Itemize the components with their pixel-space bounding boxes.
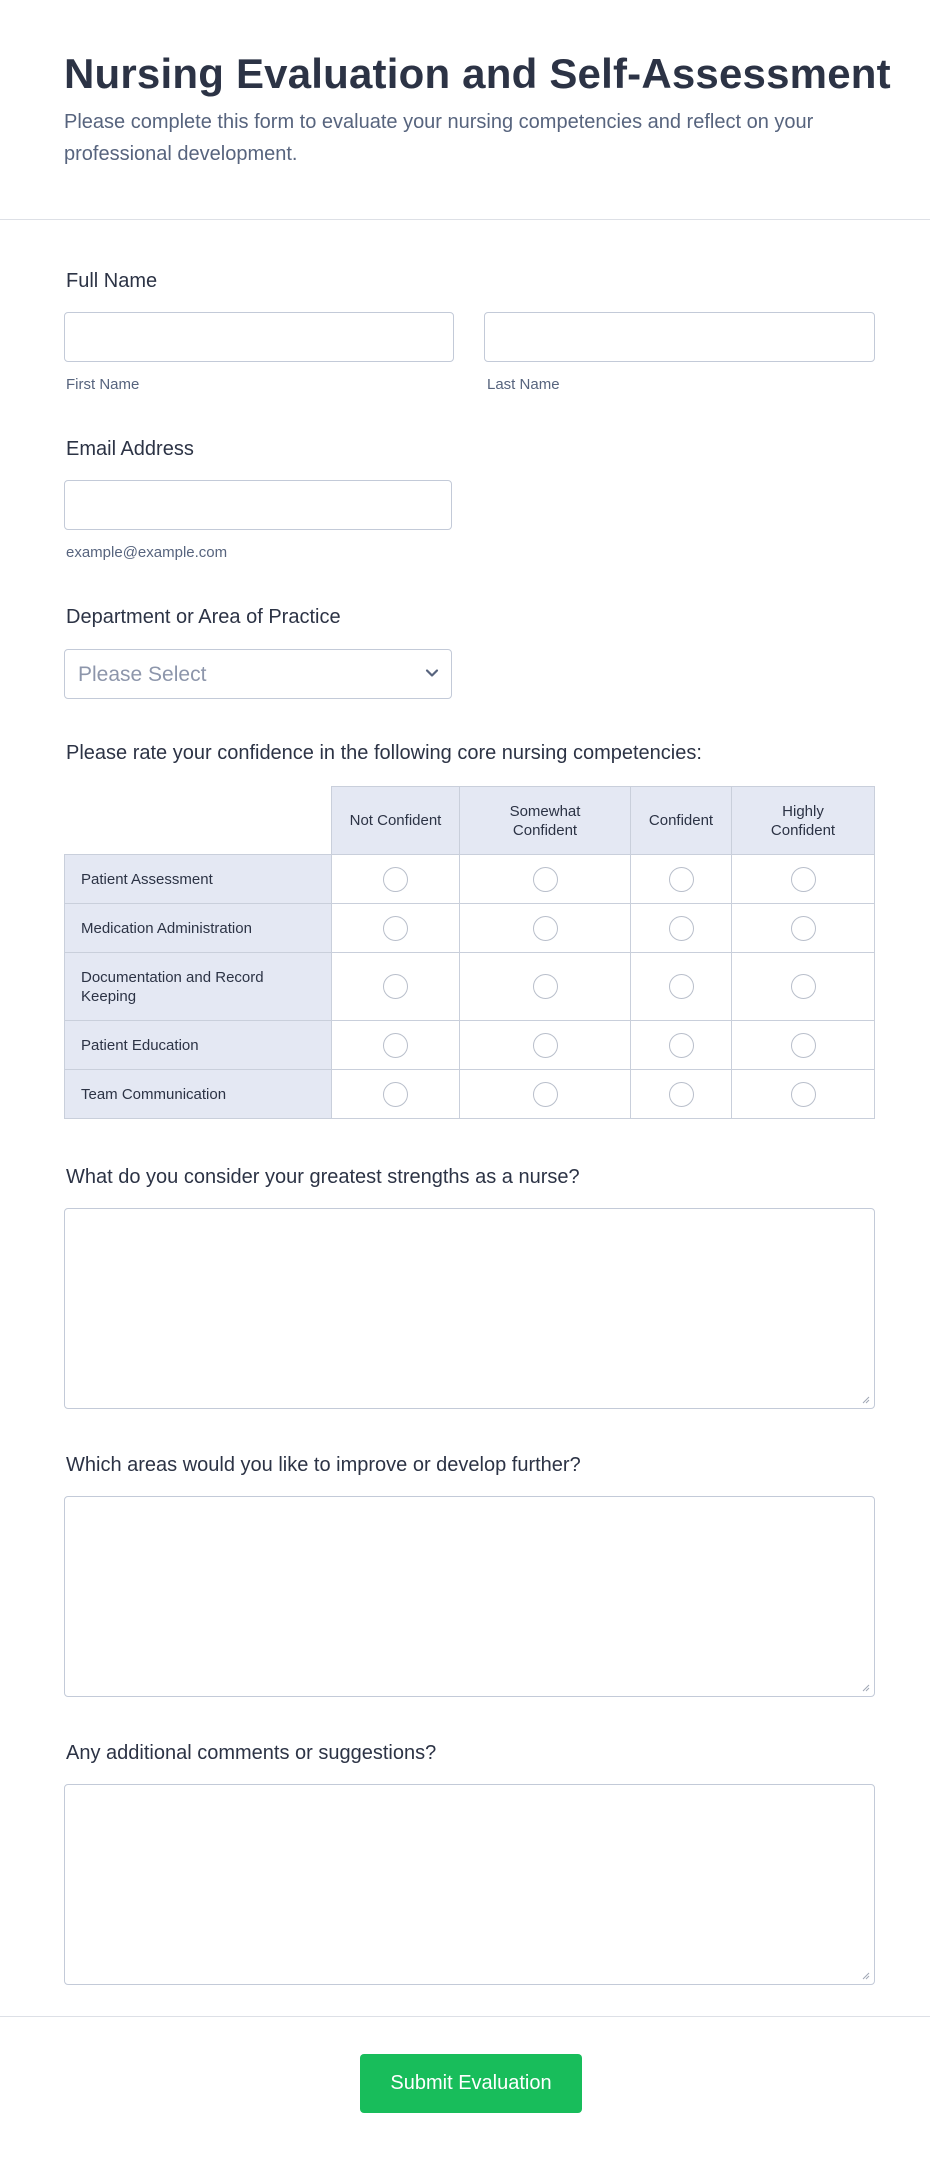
matrix-cell xyxy=(630,1069,732,1119)
first-name-input[interactable] xyxy=(64,312,454,362)
radio-patient-education-highly-confident[interactable] xyxy=(791,1033,816,1058)
radio-medication-administration-somewhat-confident[interactable] xyxy=(533,916,558,941)
department-select-value: Please Select xyxy=(78,663,207,686)
strengths-textarea[interactable] xyxy=(64,1208,875,1409)
resize-grip-icon[interactable] xyxy=(860,1394,870,1404)
radio-patient-education-somewhat-confident[interactable] xyxy=(533,1033,558,1058)
matrix-cell xyxy=(459,1020,631,1070)
page-title: Nursing Evaluation and Self-Assessment xyxy=(64,50,891,97)
competencies-question: Please rate your confidence in the following core nursing competencies: xyxy=(66,742,702,764)
comments-textarea[interactable] xyxy=(64,1784,875,1985)
matrix-cell xyxy=(731,903,875,953)
matrix-cell xyxy=(731,1069,875,1119)
matrix-cell xyxy=(731,1020,875,1070)
radio-patient-education-confident[interactable] xyxy=(669,1033,694,1058)
radio-patient-assessment-confident[interactable] xyxy=(669,867,694,892)
matrix-row-documentation: Documentation and Record Keeping xyxy=(64,952,332,1021)
full-name-label: Full Name xyxy=(66,270,158,292)
matrix-cell xyxy=(331,1020,460,1070)
matrix-cell xyxy=(731,952,875,1021)
radio-patient-assessment-not-confident[interactable] xyxy=(383,867,408,892)
radio-documentation-not-confident[interactable] xyxy=(383,974,408,999)
last-name-input[interactable] xyxy=(484,312,875,362)
department-label: Department or Area of Practice xyxy=(66,606,341,628)
form-header xyxy=(0,0,930,220)
resize-grip-icon[interactable] xyxy=(860,1682,870,1692)
matrix-cell xyxy=(331,854,460,904)
radio-team-communication-somewhat-confident[interactable] xyxy=(533,1082,558,1107)
matrix-cell xyxy=(630,903,732,953)
email-label: Email Address xyxy=(66,438,194,460)
comments-label: Any additional comments or suggestions? xyxy=(66,1742,437,1764)
matrix-cell xyxy=(630,952,732,1021)
radio-patient-assessment-highly-confident[interactable] xyxy=(791,867,816,892)
radio-patient-assessment-somewhat-confident[interactable] xyxy=(533,867,558,892)
matrix-cell xyxy=(459,903,631,953)
radio-patient-education-not-confident[interactable] xyxy=(383,1033,408,1058)
matrix-column-somewhat-confident: Somewhat Confident xyxy=(459,786,631,855)
improvements-textarea[interactable] xyxy=(64,1496,875,1697)
radio-team-communication-highly-confident[interactable] xyxy=(791,1082,816,1107)
radio-documentation-confident[interactable] xyxy=(669,974,694,999)
radio-medication-administration-not-confident[interactable] xyxy=(383,916,408,941)
radio-documentation-somewhat-confident[interactable] xyxy=(533,974,558,999)
matrix-row-medication-administration: Medication Administration xyxy=(64,903,332,953)
matrix-cell xyxy=(630,1020,732,1070)
email-input[interactable] xyxy=(64,480,452,530)
matrix-row-patient-assessment: Patient Assessment xyxy=(64,854,332,904)
matrix-column-highly-confident: Highly Confident xyxy=(731,786,875,855)
competency-matrix xyxy=(64,786,875,1122)
radio-documentation-highly-confident[interactable] xyxy=(791,974,816,999)
page-subtitle: Please complete this form to evaluate your nursing competencies and reflect on your professional development. xyxy=(64,111,814,165)
resize-grip-icon[interactable] xyxy=(860,1970,870,1980)
radio-team-communication-not-confident[interactable] xyxy=(383,1082,408,1107)
department-select[interactable] xyxy=(64,649,452,699)
improvements-label: Which areas would you like to improve or develop further? xyxy=(66,1454,581,1476)
radio-medication-administration-confident[interactable] xyxy=(669,916,694,941)
matrix-cell xyxy=(459,1069,631,1119)
matrix-cell xyxy=(331,1069,460,1119)
matrix-cell xyxy=(630,854,732,904)
email-sublabel: example@example.com xyxy=(66,544,228,561)
first-name-sublabel: First Name xyxy=(66,376,140,393)
matrix-cell xyxy=(331,952,460,1021)
submit-evaluation-button[interactable]: Submit Evaluation xyxy=(360,2054,582,2113)
matrix-cell xyxy=(331,903,460,953)
radio-medication-administration-highly-confident[interactable] xyxy=(791,916,816,941)
matrix-cell xyxy=(459,952,631,1021)
matrix-column-confident: Confident xyxy=(630,786,732,855)
strengths-label: What do you consider your greatest strengths as a nurse? xyxy=(66,1166,580,1188)
matrix-cell xyxy=(459,854,631,904)
matrix-row-patient-education: Patient Education xyxy=(64,1020,332,1070)
radio-team-communication-confident[interactable] xyxy=(669,1082,694,1107)
last-name-sublabel: Last Name xyxy=(487,376,560,393)
matrix-row-team-communication: Team Communication xyxy=(64,1069,332,1119)
matrix-cell xyxy=(731,854,875,904)
matrix-column-not-confident: Not Confident xyxy=(331,786,460,855)
chevron-down-icon xyxy=(423,664,441,682)
